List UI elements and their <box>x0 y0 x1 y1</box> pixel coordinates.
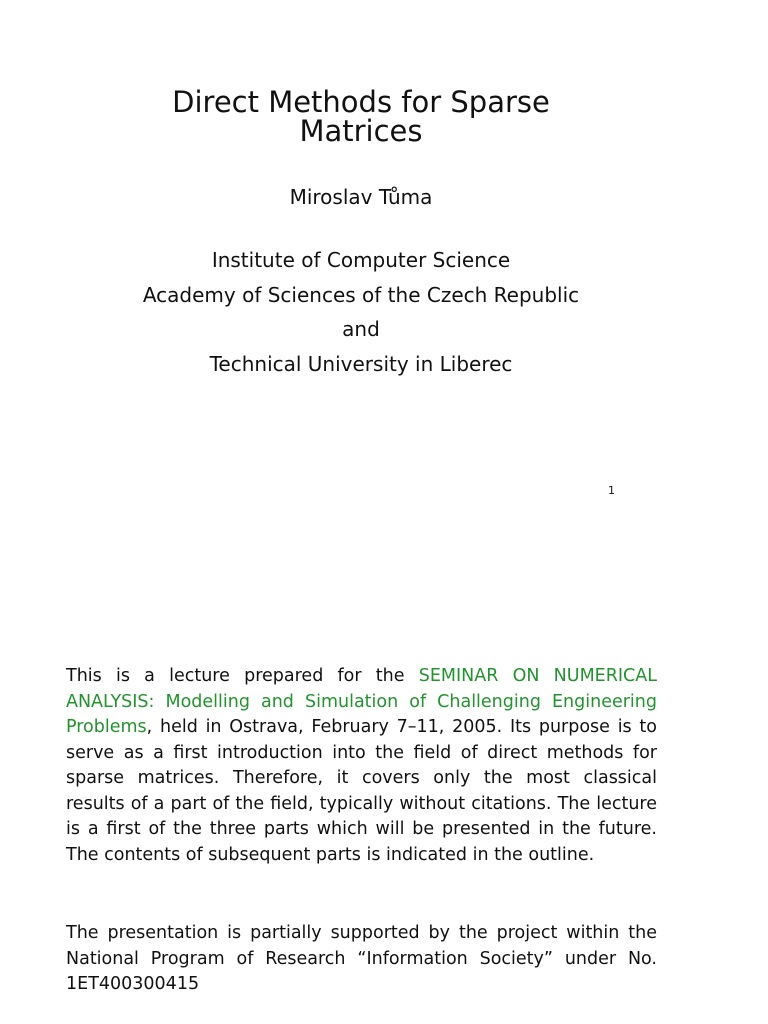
page-number: 1 <box>608 484 615 497</box>
support-paragraph: The presentation is partially supported by the project within the National Program of Research “Information Society” under No. 1ET400300415 <box>66 923 657 994</box>
affiliation-conjunction: and <box>342 317 380 341</box>
affiliation-institute: Institute of Computer Science <box>211 248 511 272</box>
affiliation-academy: Academy of Sciences of the Czech Republic <box>142 283 580 307</box>
title-line-2: Matrices <box>299 114 423 148</box>
affiliation-university: Technical University in Liberec <box>209 352 513 376</box>
abstract-paragraph <box>66 664 657 868</box>
seminar-name: SEMINAR ON NUMERICAL ANALYSIS: Modelling and Simulation of Challenging Engineering Problems <box>66 666 657 737</box>
abstract-intro: This is a lecture prepared for the <box>66 666 419 686</box>
title-line-1: Direct Methods for Sparse <box>172 85 550 119</box>
author-name: Miroslav Tůma <box>289 185 433 209</box>
abstract-rest: , held in Ostrava, February 7–11, 2005. Its purpose is to serve as a first introduction into the field of direct methods for sparse matrices. Therefore, it covers only the most classical results of a part of the field, typically without citations. The lecture is a first of the three parts which will be presented in the future. The contents of subsequent parts is indicated in the outline. <box>66 717 657 865</box>
document-title <box>0 85 722 148</box>
